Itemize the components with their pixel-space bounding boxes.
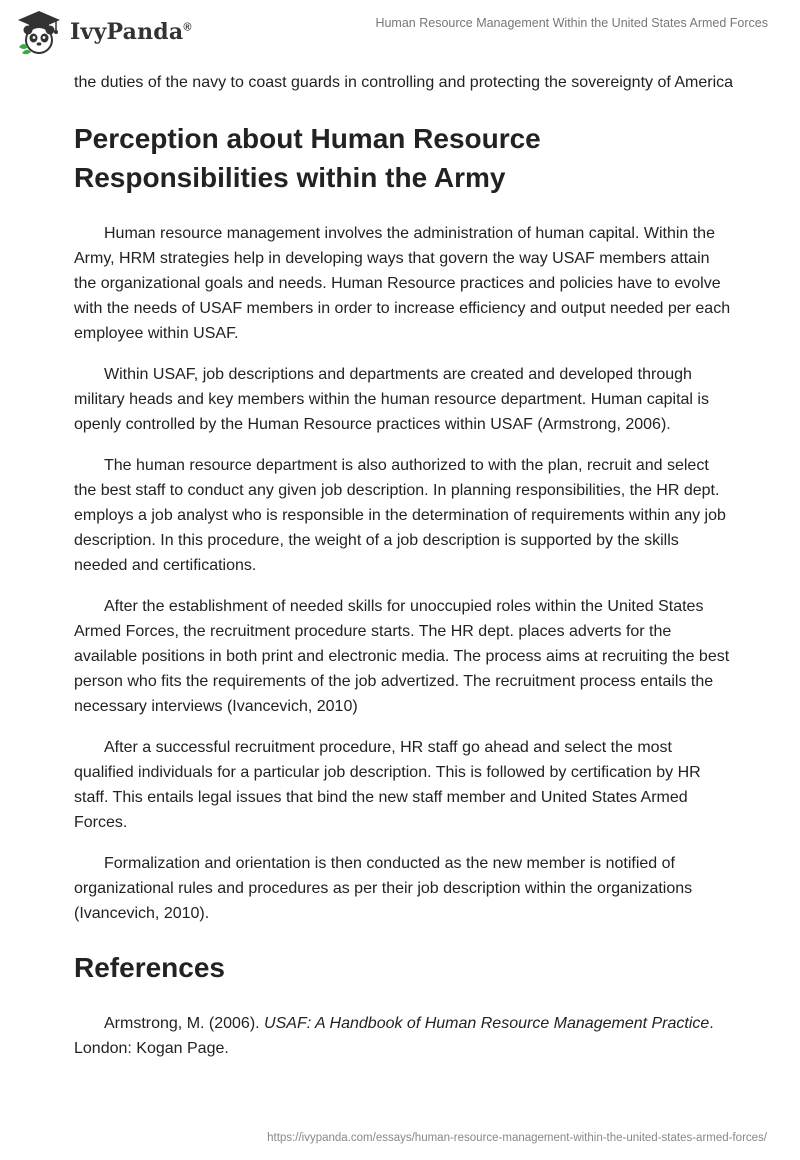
continued-paragraph: the duties of the navy to coast guards in controlling and protecting the sovereignty of America [74,74,734,91]
body-paragraph: Within USAF, job descriptions and departments are created and developed through military heads and key members within the human resource department. Human capital is openly controlled by the Human Resource practices within USAF (Armstrong, 2006). [74,366,709,433]
reference-entry [74,1011,734,1061]
page-header [0,0,800,62]
body-paragraph: The human resource department is also authorized to with the plan, recruit and select the best staff to conduct any given job description. In planning responsibilities, the HR dept. employs a job analyst who is responsible in the determination of requirements within any job description. In this procedure, the weight of a job description is supported by the skills needed and certifications. [74,457,726,574]
logo-wordmark: IvyPanda® [70,19,192,45]
references-heading: References [74,952,225,983]
footer-url[interactable]: https://ivypanda.com/essays/human-resource-management-within-the-united-states-armed-forces/ [267,1132,767,1144]
body-paragraph: Formalization and orientation is then conducted as the new member is notified of organizational rules and procedures as per their job description within the organizations (Ivancevich, 2010). [74,855,693,922]
body-paragraph: After a successful recruitment procedure, HR staff go ahead and select the most qualified individuals for a particular job description. This is followed by certification by HR staff. This entails legal issues that bind the new staff member and United States Armed Forces. [74,739,701,831]
essay-content [74,70,734,1077]
body-paragraph: After the establishment of needed skills for unoccupied roles within the United States Armed Forces, the recruitment procedure starts. The HR dept. places adverts for the available positions in both print and electronic media. The process aims at recruiting the best person who fits the requirements of the job advertized. The recruitment process entails the necessary interviews (Ivancevich, 2010) [74,598,730,715]
reference-author: Armstrong, M. (2006). [104,1015,265,1032]
panda-graduate-icon [16,9,62,55]
ivypanda-logo[interactable] [16,9,192,55]
section-heading: Perception about Human Resource Responsibilities within the Army [74,123,541,193]
reference-publisher: . London: Kogan Page. [74,1015,714,1057]
reference-title: USAF: A Handbook of Human Resource Management Practice [264,1015,710,1032]
body-paragraph: Human resource management involves the administration of human capital. Within the Army, HRM strategies help in developing ways that govern the way USAF members attain the organizational goals and needs. Human Resource practices and policies have to evolve with the needs of USAF members in order to increase efficiency and output needed per each employee within USAF. [74,225,731,342]
document-title: Human Resource Management Within the United States Armed Forces [375,16,768,30]
